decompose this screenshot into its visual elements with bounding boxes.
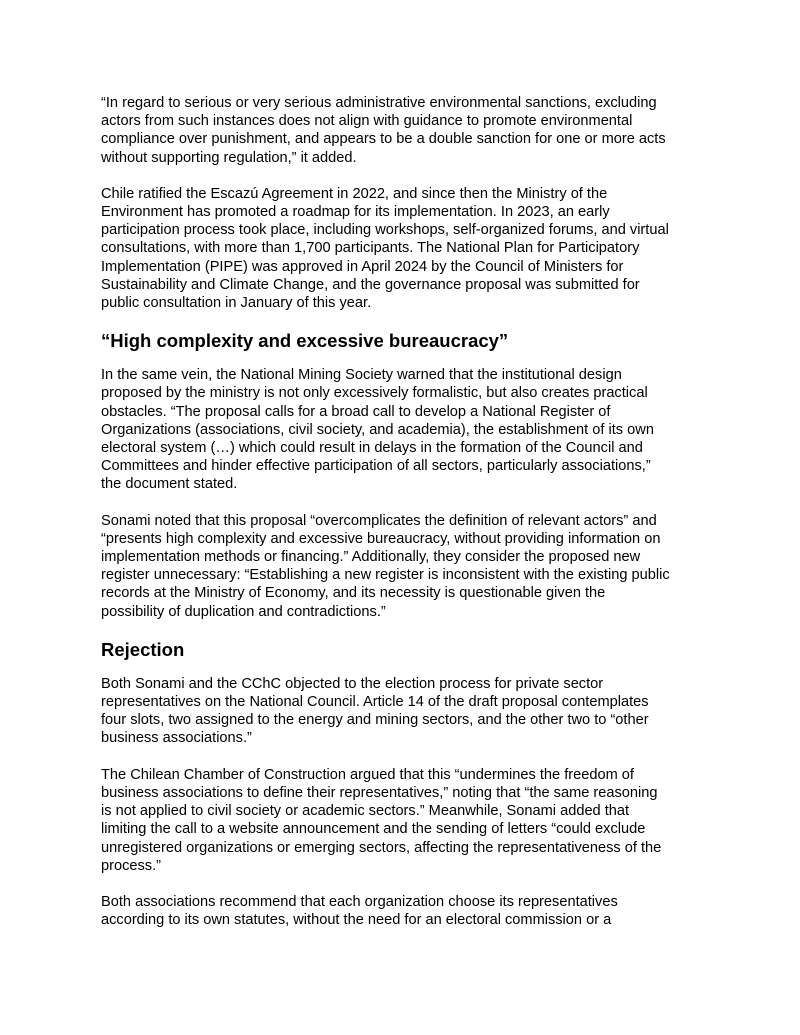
paragraph-sonami-notes: Sonami noted that this proposal “overcomplicates the definition of relevant actors” and “presents high complexity and excessive bureaucracy, without providing information on implementation methods or financing.” Additionally, they consider the proposed new register unnecessary: “Establishing a new register is inconsistent with the existing public records at the Ministry of Economy, and its necessity is questionable given the possibility of duplication and contradictions.” [101, 512, 670, 620]
paragraph-recommendation: Both associations recommend that each organization choose its representatives according to its own statutes, without the need for an electoral commission or a [101, 893, 618, 929]
paragraph-election-process: Both Sonami and the CChC objected to the election process for private sector representatives on the National Council. Article 14 of the draft proposal contemplates four slots, two assigned to the energy and mining sectors, and the other two to “other business associations.” [101, 675, 649, 747]
paragraph-sanctions-quote: “In regard to serious or very serious administrative environmental sanctions, excluding actors from such instances does not align with guidance to promote environmental compliance over punishment, and appears to be a double sanction for one or more acts without supporting regulation,” it added. [101, 95, 666, 166]
paragraph-chamber-construction: The Chilean Chamber of Construction argued that this “undermines the freedom of business associations to define their representatives,” noting that “the same reasoning is not applied to civil society or academic sectors.” Meanwhile, Sonami added that limiting the call to a website announcement and the sending of letters “could exclude unregistered organizations or emerging sectors, affecting the representativeness of the process.” [101, 766, 662, 874]
paragraph-mining-society: In the same vein, the National Mining Society warned that the institutional design proposed by the ministry is not only excessively formalistic, but also creates practical obstacles. “The proposal calls for a broad call to develop a National Register of Organizations (associations, civil society, and academia), the establishment of its own electoral system (…) which could result in delays in the formation of the Council and Committees and hinder effective participation of all sectors, particularly associations,” the document stated. [101, 367, 654, 493]
section-heading-complexity: “High complexity and excessive bureaucracy” [101, 330, 509, 352]
paragraph-escazu-agreement: Chile ratified the Escazú Agreement in 2022, and since then the Ministry of the Environment has promoted a roadmap for its implementation. In 2023, an early participation process took place, including workshops, self-organized forums, and virtual consultations, with more than 1,700 participants. The National Plan for Participatory Implementation (PIPE) was approved in April 2024 by the Council of Ministers for Sustainability and Climate Change, and the governance proposal was submitted for public consultation in January of this year. [101, 185, 669, 312]
section-heading-rejection: Rejection [101, 638, 185, 660]
document-page [101, 94, 711, 947]
